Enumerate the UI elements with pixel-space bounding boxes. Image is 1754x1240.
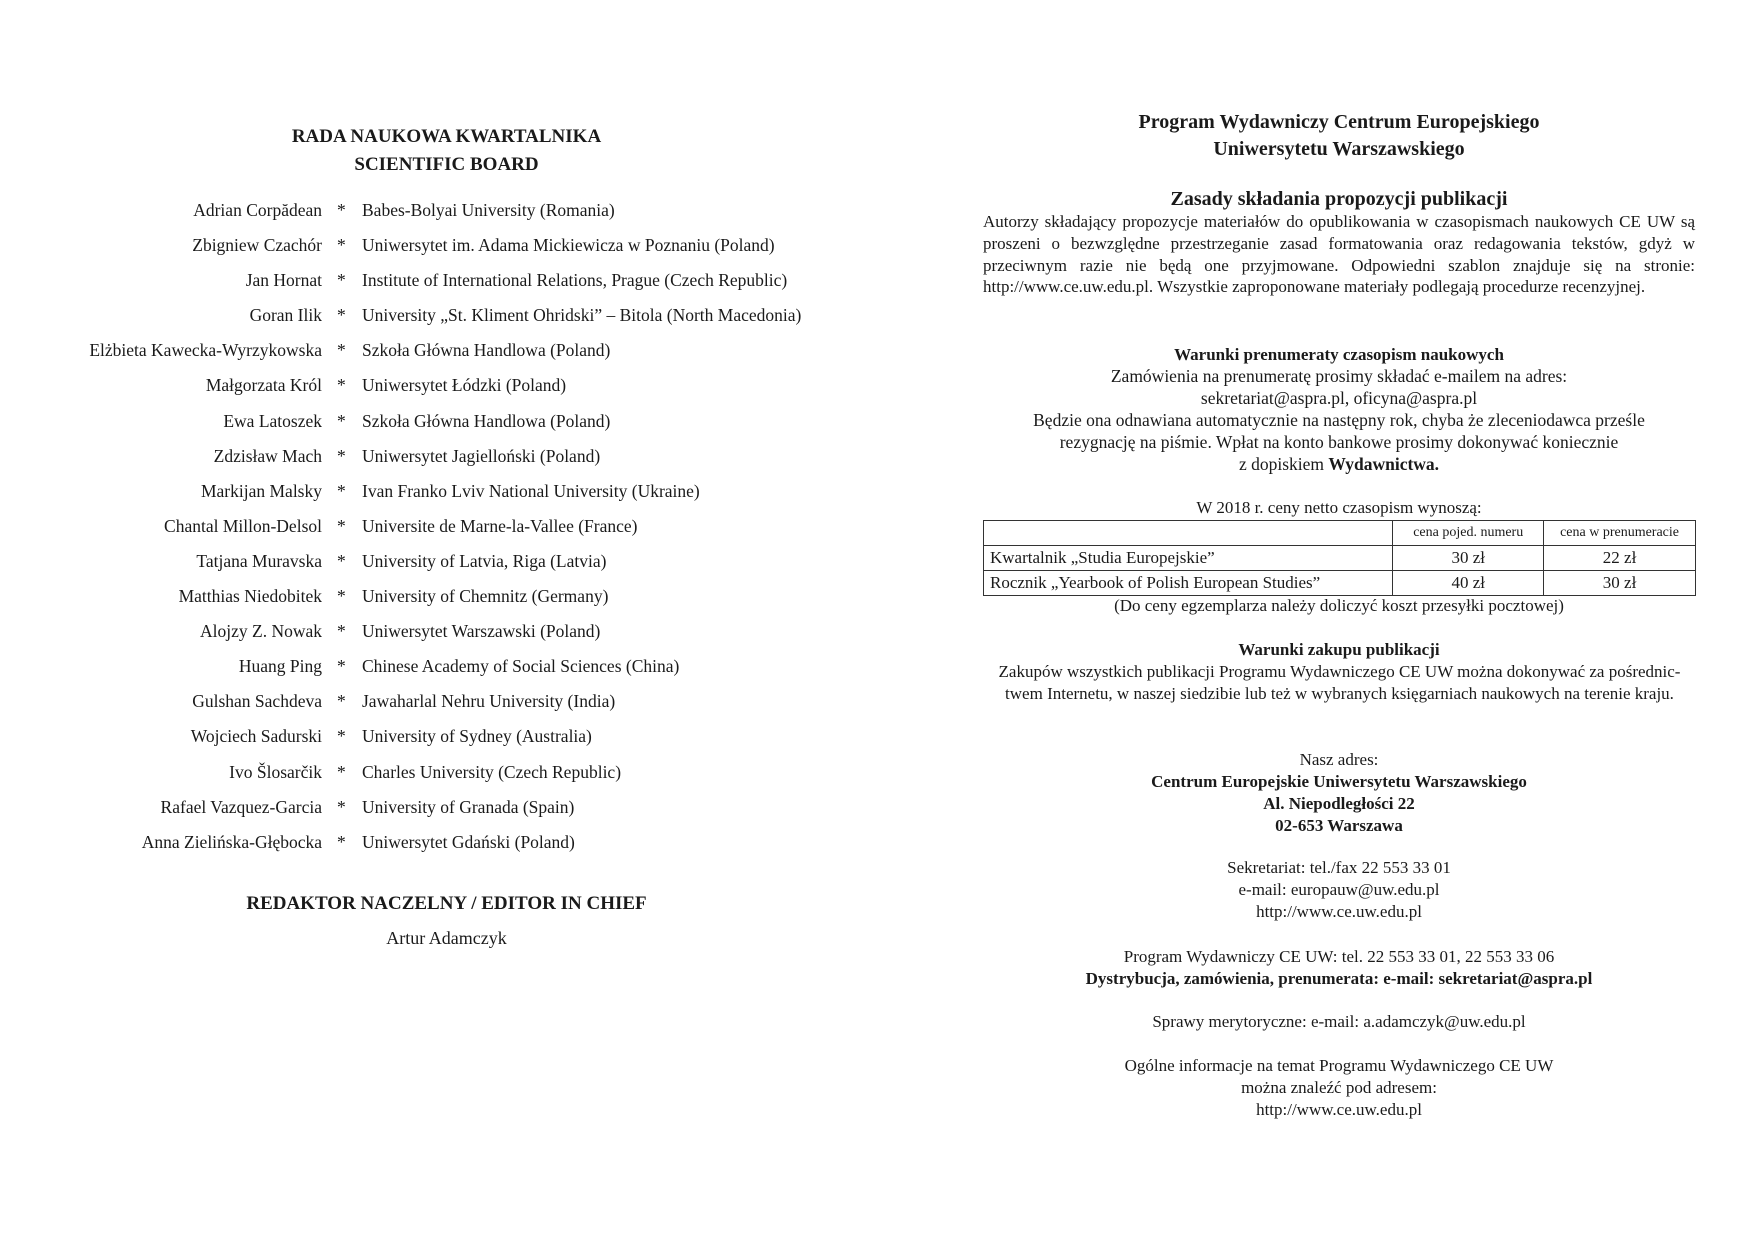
member-affiliation: Institute of International Relations, Prague (Czech Republic)	[362, 270, 788, 291]
member-name: Ivo Šlosarčik	[229, 761, 322, 782]
board-member	[0, 442, 877, 477]
separator-asterisk: *	[337, 305, 346, 326]
board-member	[0, 477, 877, 512]
header-cell-title	[984, 521, 1393, 546]
info-line: Ogólne informacje na temat Programu Wydawniczego CE UW	[1124, 1056, 1554, 1075]
separator-asterisk: *	[337, 480, 346, 501]
member-affiliation: Babes-Bolyai University (Romania)	[362, 200, 615, 220]
separator-asterisk: *	[337, 515, 346, 536]
member-name: Gulshan Sachdeva	[192, 691, 322, 712]
subscription-note-prefix: z dopiskiem	[1238, 454, 1329, 474]
board-member	[0, 266, 877, 301]
separator-asterisk: *	[337, 375, 346, 396]
substantive-contact: Sprawy merytoryczne: e-mail: a.adamczyk@uw.edu.pl	[1152, 1012, 1526, 1031]
subscription-note-bold: Wydawnictwa.	[1328, 454, 1440, 474]
board-member	[0, 793, 877, 828]
separator-asterisk: *	[337, 550, 346, 571]
journal-title: Rocznik „Yearbook of Polish European Studies”	[984, 571, 1393, 596]
board-member	[0, 758, 877, 793]
member-name: Ewa Latoszek	[223, 410, 322, 431]
submission-rules-heading: Zasady składania propozycji publikacji	[1170, 188, 1508, 210]
member-name: Elżbieta Kawecka-Wyrzykowska	[89, 340, 322, 361]
member-name: Adrian Corpădean	[193, 200, 322, 220]
table-row	[984, 571, 1696, 596]
board-member	[0, 652, 877, 687]
member-name: Tatjana Muravska	[196, 550, 322, 571]
purchase-heading: Warunki zakupu publikacji	[1238, 640, 1440, 659]
address-label: Nasz adres:	[1299, 750, 1379, 769]
separator-asterisk: *	[337, 831, 346, 852]
member-affiliation: Universite de Marne-la-Vallee (France)	[362, 515, 638, 536]
board-member	[0, 547, 877, 582]
header-cell-subscription-price: cena w prenumeracie	[1544, 521, 1696, 546]
separator-asterisk: *	[337, 340, 346, 361]
info-url-link[interactable]: http://www.ce.uw.edu.pl	[1256, 1100, 1422, 1119]
board-member	[0, 196, 877, 231]
member-affiliation: Uniwersytet im. Adama Mickiewicza w Poznaniu (Poland)	[362, 235, 775, 256]
member-affiliation: University of Latvia, Riga (Latvia)	[362, 550, 607, 571]
member-name: Chantal Millon-Delsol	[164, 515, 322, 536]
address-street: Al. Niepodległości 22	[1263, 794, 1415, 813]
member-affiliation: University of Chemnitz (Germany)	[362, 586, 609, 607]
separator-asterisk: *	[337, 235, 346, 256]
member-name: Jan Hornat	[245, 270, 322, 291]
separator-asterisk: *	[337, 410, 346, 431]
info-line: można znaleźć pod adresem:	[1241, 1078, 1437, 1097]
member-affiliation: Ivan Franko Lviv National University (Ukraine)	[362, 480, 700, 501]
member-affiliation: Jawaharlal Nehru University (India)	[362, 691, 616, 712]
prices-caption: W 2018 r. ceny netto czasopism wynoszą:	[1196, 498, 1482, 517]
secretariat-phone: Sekretariat: tel./fax 22 553 33 01	[1227, 858, 1451, 877]
purchase-text	[983, 661, 1696, 705]
board-member	[0, 371, 877, 406]
member-name: Anna Zielińska-Głębocka	[141, 831, 322, 852]
header-cell-single-price: cena pojed. numeru	[1393, 521, 1544, 546]
separator-asterisk: *	[337, 621, 346, 642]
program-title-line-2: Uniwersytetu Warszawskiego	[1213, 138, 1465, 160]
board-member	[0, 722, 877, 757]
subscription-price: 22 zł	[1544, 546, 1696, 571]
separator-asterisk: *	[337, 270, 346, 291]
member-affiliation: University of Sydney (Australia)	[362, 726, 592, 747]
contact-email: e-mail: europauw@uw.edu.pl	[1238, 880, 1440, 899]
board-member	[0, 512, 877, 547]
board-member	[0, 617, 877, 652]
single-issue-price: 40 zł	[1393, 571, 1544, 596]
separator-asterisk: *	[337, 200, 346, 220]
separator-asterisk: *	[337, 691, 346, 712]
single-issue-price: 30 zł	[1393, 546, 1544, 571]
price-table	[983, 520, 1696, 596]
board-member	[0, 828, 877, 863]
subscription-text-line	[981, 454, 1697, 476]
member-affiliation: University of Granada (Spain)	[362, 796, 575, 817]
board-member	[0, 231, 877, 266]
program-title-line-1: Program Wydawniczy Centrum Europejskiego	[1138, 111, 1540, 133]
member-affiliation: University „St. Kliment Ohridski” – Bitola (North Macedonia)	[362, 305, 802, 326]
separator-asterisk: *	[337, 656, 346, 677]
journal-title: Kwartalnik „Studia Europejskie”	[984, 546, 1393, 571]
separator-asterisk: *	[337, 586, 346, 607]
separator-asterisk: *	[337, 726, 346, 747]
separator-asterisk: *	[337, 796, 346, 817]
member-affiliation: Chinese Academy of Social Sciences (China)	[362, 656, 680, 677]
member-name: Małgorzata Król	[205, 375, 322, 396]
editor-in-chief-heading: REDAKTOR NACZELNY / EDITOR IN CHIEF	[246, 893, 647, 914]
subscription-text-line: Zamówienia na prenumeratę prosimy składać e-mailem na adres:	[1110, 366, 1568, 386]
subscription-text-line: Będzie ona odnawiana automatycznie na następny rok, chyba że zleceniodawca prześle	[1033, 410, 1645, 430]
right-page	[877, 0, 1754, 1240]
subscription-heading: Warunki prenumeraty czasopism naukowych	[1174, 345, 1504, 364]
separator-asterisk: *	[337, 445, 346, 466]
member-affiliation: Uniwersytet Jagielloński (Poland)	[362, 445, 601, 466]
member-name: Huang Ping	[238, 656, 322, 677]
distribution-contact: Dystrybucja, zamówienia, prenumerata: e-mail: sekretariat@aspra.pl	[1085, 969, 1593, 988]
address-institution: Centrum Europejskie Uniwersytetu Warszawskiego	[1151, 772, 1527, 791]
member-name: Zbigniew Czachór	[192, 235, 322, 256]
member-name: Alojzy Z. Nowak	[200, 621, 322, 642]
board-title-en: SCIENTIFIC BOARD	[354, 154, 539, 175]
shipping-note: (Do ceny egzemplarza należy doliczyć koszt przesyłki pocztowej)	[1114, 596, 1564, 615]
board-member	[0, 687, 877, 722]
member-affiliation: Charles University (Czech Republic)	[362, 761, 622, 782]
purchase-text-line: twem Internetu, w naszej siedzibie lub też w wybranych księgarniach naukowych na terenie kraju.	[1005, 683, 1674, 703]
board-member	[0, 407, 877, 442]
subscription-text-line: rezygnację na piśmie. Wpłat na konto bankowe prosimy dokonywać koniecznie	[1059, 432, 1619, 452]
subscription-price: 30 zł	[1544, 571, 1696, 596]
member-name: Rafael Vazquez-Garcia	[160, 796, 322, 817]
price-table-header	[984, 521, 1696, 546]
member-affiliation: Szkoła Główna Handlowa (Poland)	[362, 340, 611, 361]
member-name: Goran Ilik	[249, 305, 322, 326]
purchase-text-line: Zakupów wszystkich publikacji Programu Wydawniczego CE UW można dokonywać za pośrednic-	[998, 662, 1681, 681]
member-affiliation: Szkoła Główna Handlowa (Poland)	[362, 410, 611, 431]
member-name: Wojciech Sadurski	[190, 726, 322, 747]
member-affiliation: Uniwersytet Gdański (Poland)	[362, 831, 575, 852]
table-row	[984, 546, 1696, 571]
member-name: Markijan Malsky	[200, 480, 322, 501]
editor-in-chief-name: Artur Adamczyk	[386, 928, 507, 948]
board-member	[0, 582, 877, 617]
subscription-emails: sekretariat@aspra.pl, oficyna@aspra.pl	[1200, 388, 1478, 408]
scientific-board-list	[0, 196, 877, 863]
website-link[interactable]: http://www.ce.uw.edu.pl	[1256, 902, 1422, 921]
separator-asterisk: *	[337, 761, 346, 782]
address-city: 02-653 Warszawa	[1275, 816, 1403, 835]
program-phone: Program Wydawniczy CE UW: tel. 22 553 33 01, 22 553 33 06	[1123, 947, 1555, 966]
member-name: Zdzisław Mach	[213, 445, 322, 466]
board-title-pl: RADA NAUKOWA KWARTALNIKA	[291, 126, 602, 147]
member-affiliation: Uniwersytet Łódzki (Poland)	[362, 375, 567, 396]
submission-rules-text: Autorzy składający propozycje materiałów do opublikowania w czasopismach naukowych CE UW są proszeni o bezwzględne przestrzeganie zasad formatowania oraz redagowania tekstów, gdyż w przeciwnym razie nie będą one przyjmowane. Odpowiedni szablon znajduje się na stronie: http://www.ce.uw.edu.pl. Wszystkie zaproponowane materiały podlegają procedurze recenzyjnej.	[983, 212, 1695, 297]
board-member	[0, 301, 877, 336]
member-affiliation: Uniwersytet Warszawski (Poland)	[362, 621, 601, 642]
member-name: Matthias Niedobitek	[178, 586, 322, 607]
board-member	[0, 336, 877, 371]
